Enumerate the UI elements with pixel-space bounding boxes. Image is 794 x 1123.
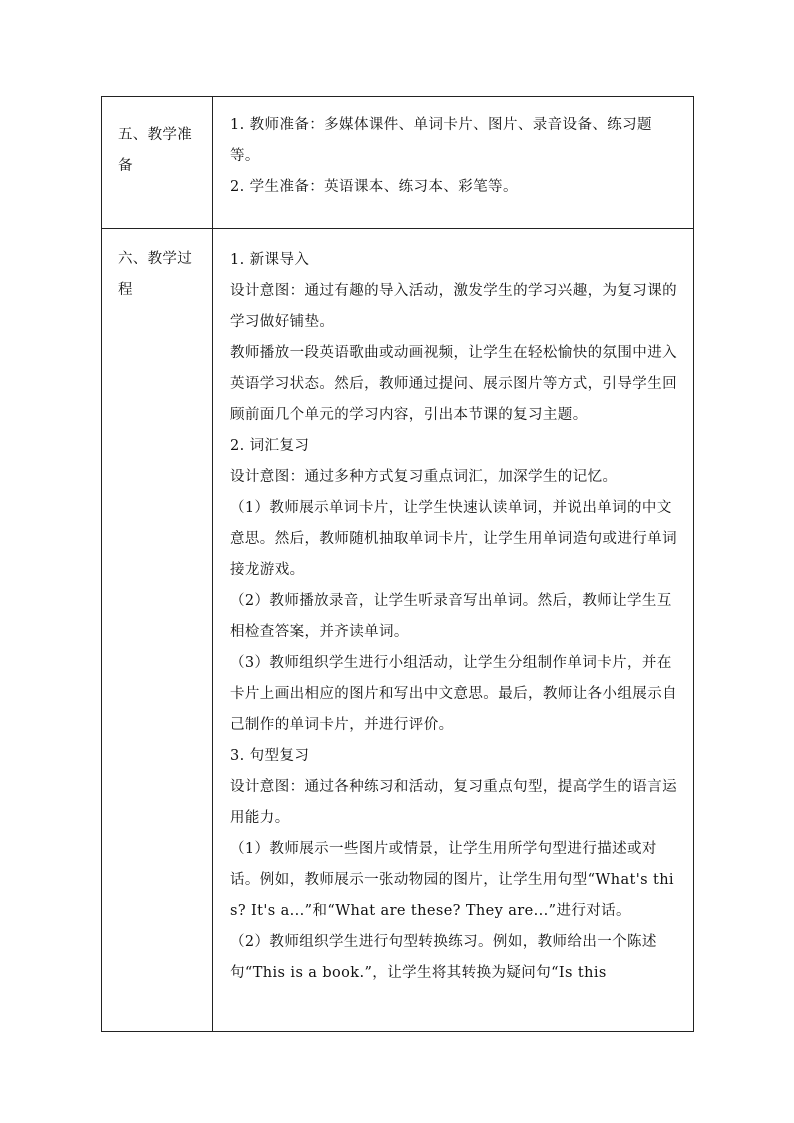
row-label-cell — [102, 97, 213, 229]
lesson-plan-table — [101, 96, 694, 1032]
sentence-activity-2: （2）教师组织学生进行句型转换练习。例如，教师给出一个陈述句“This is a book.”，让学生将其转换为疑问句“Is this — [230, 934, 657, 981]
design-intent-vocabulary: 设计意图：通过多种方式复习重点词汇，加深学生的记忆。 — [230, 469, 618, 485]
vocabulary-activity-1: （1）教师展示单词卡片，让学生快速认读单词，并说出单词的中文意思。然后，教师随机抽取单词卡片，让学生用单词造句或进行单词接龙游戏。 — [230, 500, 677, 578]
student-preparation-text: 2. 学生准备：英语课本、练习本、彩笔等。 — [230, 179, 518, 195]
vocabulary-activity-3: （3）教师组织学生进行小组活动，让学生分组制作单词卡片，并在卡片上画出相应的图片和写出中文意思。最后，教师让各小组展示自己制作的单词卡片，并进行评价。 — [230, 655, 677, 733]
design-intent-intro: 设计意图：通过有趣的导入活动，激发学生的学习兴趣，为复习课的学习做好铺垫。 — [230, 283, 677, 330]
table-row-process — [102, 229, 694, 1032]
table-row-preparation — [102, 97, 694, 229]
row-label-cell — [102, 229, 213, 1032]
step-heading-vocabulary: 2. 词汇复习 — [230, 438, 310, 454]
section-label-process: 六、教学过程 — [118, 251, 192, 298]
design-intent-sentence: 设计意图：通过各种练习和活动，复习重点句型，提高学生的语言运用能力。 — [230, 779, 677, 826]
vocabulary-activity-2: （2）教师播放录音，让学生听录音写出单词。然后，教师让学生互相检查答案，并齐读单词。 — [230, 593, 672, 640]
teacher-preparation-text: 1. 教师准备：多媒体课件、单词卡片、图片、录音设备、练习题等。 — [230, 117, 652, 164]
sentence-activity-1: （1）教师展示一些图片或情景，让学生用所学句型进行描述或对话。例如，教师展示一张动物园的图片，让学生用句型“What's this? It's a...”和“What are these? They are...”进行对话。 — [230, 841, 674, 919]
row-content-cell — [213, 97, 694, 229]
step-heading-sentence: 3. 句型复习 — [230, 748, 310, 764]
row-content-cell — [213, 229, 694, 1032]
section-label-preparation: 五、教学准备 — [118, 127, 192, 174]
intro-activity-text: 教师播放一段英语歌曲或动画视频，让学生在轻松愉快的氛围中进入英语学习状态。然后，教师通过提问、展示图片等方式，引导学生回顾前面几个单元的学习内容，引出本节课的复习主题。 — [230, 345, 677, 423]
step-heading-intro: 1. 新课导入 — [230, 252, 310, 268]
